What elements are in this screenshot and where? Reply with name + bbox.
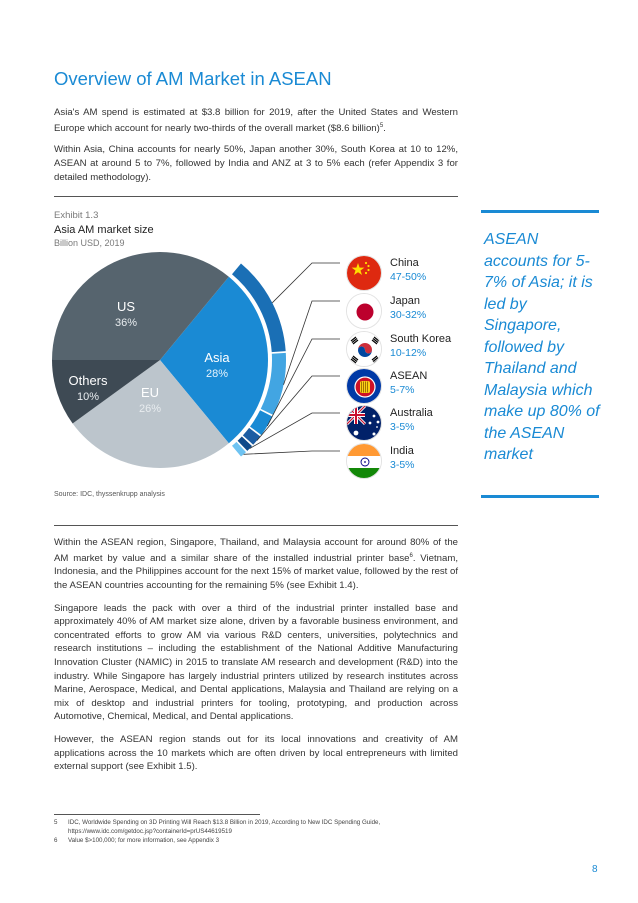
slice-value-eu: 26% — [138, 403, 162, 415]
body-text — [54, 536, 458, 783]
connector-japan — [284, 301, 340, 385]
asean-flag-icon — [346, 368, 382, 404]
chart-source: Source: IDC, thyssenkrupp analysis — [54, 491, 165, 498]
legend-value: 5-7% — [390, 384, 415, 396]
footnote-6: 6 Value $>100,000; for more information, see Appendix 3 — [54, 837, 220, 845]
pie-slices — [52, 252, 268, 468]
section-divider — [54, 196, 458, 197]
page-number: 8 — [592, 864, 598, 875]
slice-value-others: 10% — [76, 391, 100, 403]
legend-value: 3-5% — [390, 459, 415, 471]
china-flag-icon — [346, 255, 382, 291]
slice-name-eu: EU — [140, 385, 160, 400]
footnotes — [54, 818, 458, 846]
japan-flag-icon — [346, 293, 382, 329]
body-paragraph-3: However, the ASEAN region stands out for its local innovations and creativity of AM applications across the 10 markets which are often driven by local entrepreneurs with limited external support (see Exhibit 1.5). — [54, 733, 458, 773]
legend-name: Japan — [390, 295, 420, 307]
slice-value-asia: 28% — [205, 368, 229, 380]
australia-flag-icon — [346, 405, 382, 441]
legend-item-australia — [346, 405, 466, 441]
legend-name: India — [390, 445, 414, 457]
body-paragraph-2: Singapore leads the pack with over a third of the industrial printer installed base and approximately 40% of AM market size alone, driven by a favorable business environment, and concentrated efforts to grow AM via various R&D centers, universities, polytechnics and research institutions – including the establishment of the National Additive Manufacturing Innovation Cluster (NAMIC) in 2015 to translate AM research and development (R&D) into the industry. While Singapore has largely industrial printers utilized by research institutes across Marine, Aerospace, Medical, and Dental applications, Malaysia and Thailand are relying on a mix of desktop and industrial printers for tooling, prototyping, and production across Automotive, Chemical, Medical, and Dental applications. — [54, 602, 458, 723]
legend-item-china — [346, 255, 466, 291]
india-flag-icon — [346, 443, 382, 479]
slice-value-us: 36% — [114, 317, 138, 329]
legend-item-south-korea — [346, 331, 466, 367]
asia-market-chart — [40, 245, 340, 485]
legend-value: 10-12% — [390, 347, 427, 359]
south-korea-flag-icon — [346, 331, 382, 367]
callout-bottom-bar — [481, 495, 599, 498]
slice-name-us: US — [116, 299, 136, 314]
callout-top-bar — [481, 210, 599, 213]
connector-india — [244, 451, 340, 454]
legend-item-india — [346, 443, 466, 479]
slice-name-asia: Asia — [204, 350, 230, 365]
footnote-5: 5 IDC, Worldwide Spending on 3D Printing Will Reach $13.8 Billion in 2019, According to New IDC Spending Guide, https://www.idc.com/getdoc.jsp?containerId=prUS44619519 — [54, 819, 381, 836]
callout-text: ASEAN accounts for 5-7% of Asia; it is led by Singapore, followed by Thailand and Malaysia which make up 80% of the ASEAN market — [484, 231, 600, 463]
footnote-ref-5[interactable]: 5 — [379, 122, 384, 129]
legend-name: Australia — [390, 407, 433, 419]
legend-name: ASEAN — [390, 370, 428, 382]
legend-item-asean — [346, 368, 466, 404]
intro-text — [54, 106, 458, 192]
page-title: Overview of AM Market in ASEAN — [54, 68, 332, 89]
connector-china — [272, 263, 340, 303]
footnote-ref-6[interactable]: 6 — [409, 552, 413, 559]
legend-item-japan — [346, 293, 466, 329]
footnote-divider — [54, 814, 260, 815]
legend-name: China — [390, 257, 419, 269]
section-divider — [54, 525, 458, 526]
exhibit-label: Exhibit 1.3 — [54, 210, 99, 221]
legend-value: 3-5% — [390, 421, 415, 433]
legend-value: 30-32% — [390, 309, 427, 321]
chart-title: Asia AM market size — [54, 224, 154, 236]
body-paragraph-1: Within the ASEAN region, Singapore, Thailand, and Malaysia account for around 80% of the AM market by value and a similar share of the installed industrial printer base$^6$. Vietnam, Indonesia, and the Philippines account for the next 15% of market value, followed by the rest of the ASEAN countries accounting for the remaining 5% (see Exhibit 1.4). — [54, 537, 458, 591]
legend-value: 47-50% — [390, 271, 427, 283]
legend-name: South Korea — [390, 333, 452, 345]
chart-subtitle: Billion USD, 2019 — [54, 238, 125, 248]
slice-name-others: Others — [68, 373, 108, 388]
intro-paragraph-1: Asia's AM spend is estimated at $3.8 billion for 2019, after the United States and Western Europe which account for nearly two-thirds of the overall market ($8.6 billion)$^5$. — [54, 107, 458, 134]
intro-paragraph-2: Within Asia, China accounts for nearly 50%, Japan another 30%, South Korea at 10 to 12%, ASEAN at around 5 to 7%, followed by India and ANZ at 3 to 5% each (refer Appendix 3 for detailed methodology). — [54, 144, 458, 183]
